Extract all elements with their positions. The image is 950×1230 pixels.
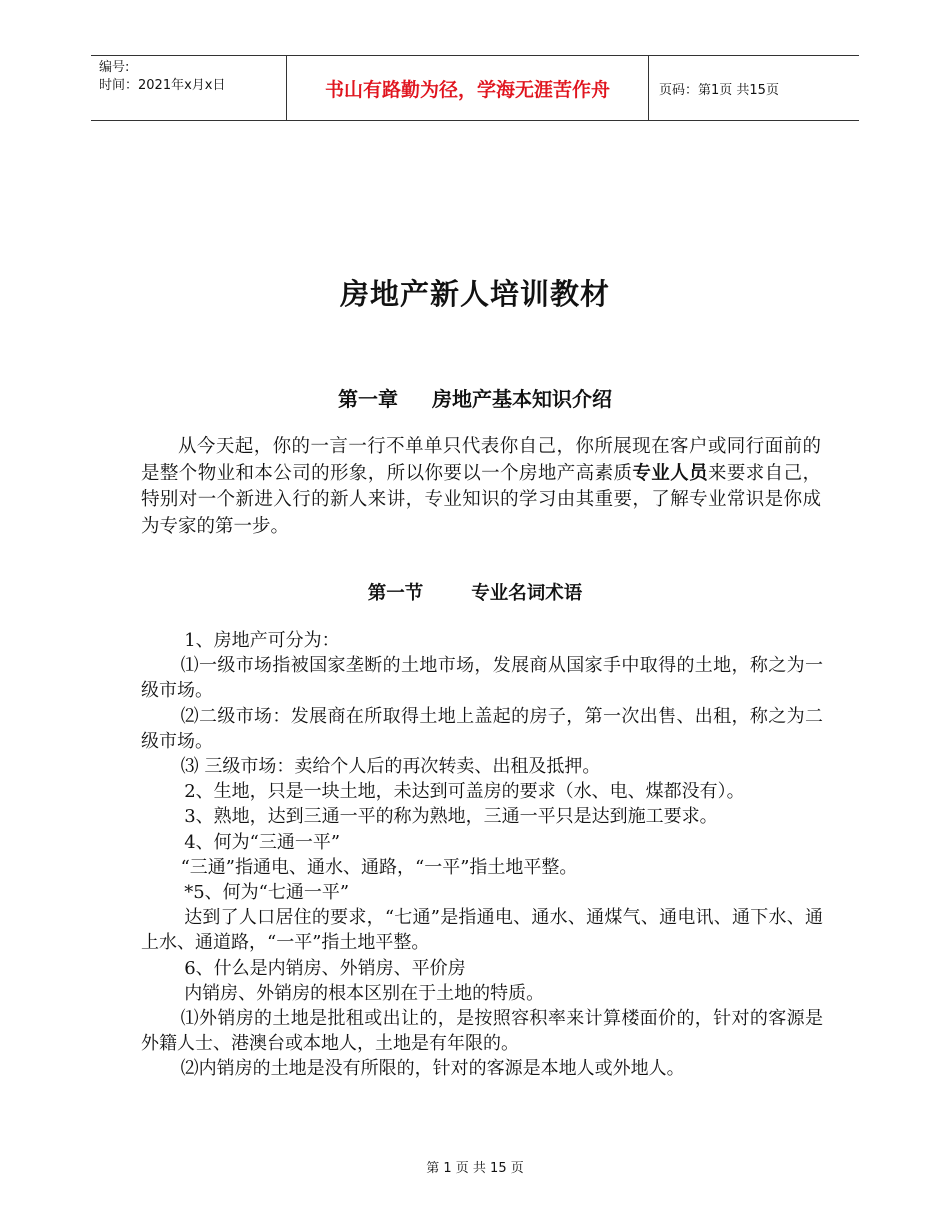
paragraph: ⑵内销房的土地是没有所限的，针对的客源是本地人或外地人。 bbox=[180, 1058, 685, 1080]
page-header bbox=[91, 55, 859, 121]
intro-text-end: 来要求自己，特别对一个新进入行的新人来讲，专业知识的学习由其重要，了解专业常识是你成为专家的第一步。 bbox=[141, 462, 821, 537]
section-name: 专业名词术语 bbox=[471, 583, 583, 604]
chapter-name: 房地产基本知识介绍 bbox=[432, 387, 612, 411]
page-footer: 第 1 页 共 15 页 bbox=[426, 1161, 524, 1176]
paragraph: *5、何为“七通一平” bbox=[184, 882, 350, 904]
section-heading bbox=[0, 579, 950, 605]
intro-paragraph bbox=[141, 434, 821, 540]
document-time: 时间：2021年x月x日 bbox=[99, 78, 226, 93]
intro-text-start: 从今天起，你的一言一行不单单只代表你自己，你所展现在客户或同行面前的是整个物业和本公司的形象，所以你要以一个房地产高素质 bbox=[141, 436, 821, 484]
paragraph: 达到了人口居住的要求，“七通”是指通电、通水、通煤气、通电讯、通下水、通上水、通道路，“一平”指土地平整。 bbox=[141, 907, 823, 954]
header-motto: 书山有路勤为径，学海无涯苦作舟 bbox=[287, 56, 649, 120]
paragraph: 3、熟地，达到三通一平的称为熟地，三通一平只是达到施工要求。 bbox=[184, 806, 718, 828]
header-meta bbox=[91, 56, 287, 120]
paragraph: ⑴外销房的土地是批租或出让的，是按照容积率来计算楼面价的，针对的客源是外籍人士、港澳台或本地人，土地是有年限的。 bbox=[141, 1008, 823, 1055]
section-number: 第一节 bbox=[367, 583, 424, 604]
paragraph: 内销房、外销房的根本区别在于土地的特质。 bbox=[184, 982, 545, 1004]
document-title: 房地产新人培训教材 bbox=[339, 277, 610, 311]
paragraph: 4、何为“三通一平” bbox=[184, 831, 341, 853]
chapter-heading bbox=[0, 383, 950, 412]
header-page-info: 页码：第1页 共15页 bbox=[659, 82, 779, 98]
chapter-number: 第一章 bbox=[338, 387, 398, 411]
section-body bbox=[141, 628, 823, 1082]
paragraph: ⑶ 三级市场：卖给个人后的再次转卖、出租及抵押。 bbox=[180, 756, 601, 778]
document-number-label: 编号: bbox=[99, 60, 130, 75]
paragraph: 6、什么是内销房、外销房、平价房 bbox=[184, 957, 466, 979]
paragraph: 2、生地，只是一块土地，未达到可盖房的要求（水、电、煤都没有）。 bbox=[184, 781, 745, 803]
intro-bold-term: 专业人员 bbox=[632, 462, 708, 484]
paragraph: ⑵二级市场：发展商在所取得土地上盖起的房子，第一次出售、出租，称之为二级市场。 bbox=[141, 705, 823, 752]
paragraph: 1、房地产可分为： bbox=[184, 630, 340, 651]
paragraph: “三通”指通电、通水、通路，“一平”指土地平整。 bbox=[180, 856, 578, 878]
paragraph: ⑴一级市场指被国家垄断的土地市场，发展商从国家手中取得的土地，称之为一级市场。 bbox=[141, 655, 823, 702]
